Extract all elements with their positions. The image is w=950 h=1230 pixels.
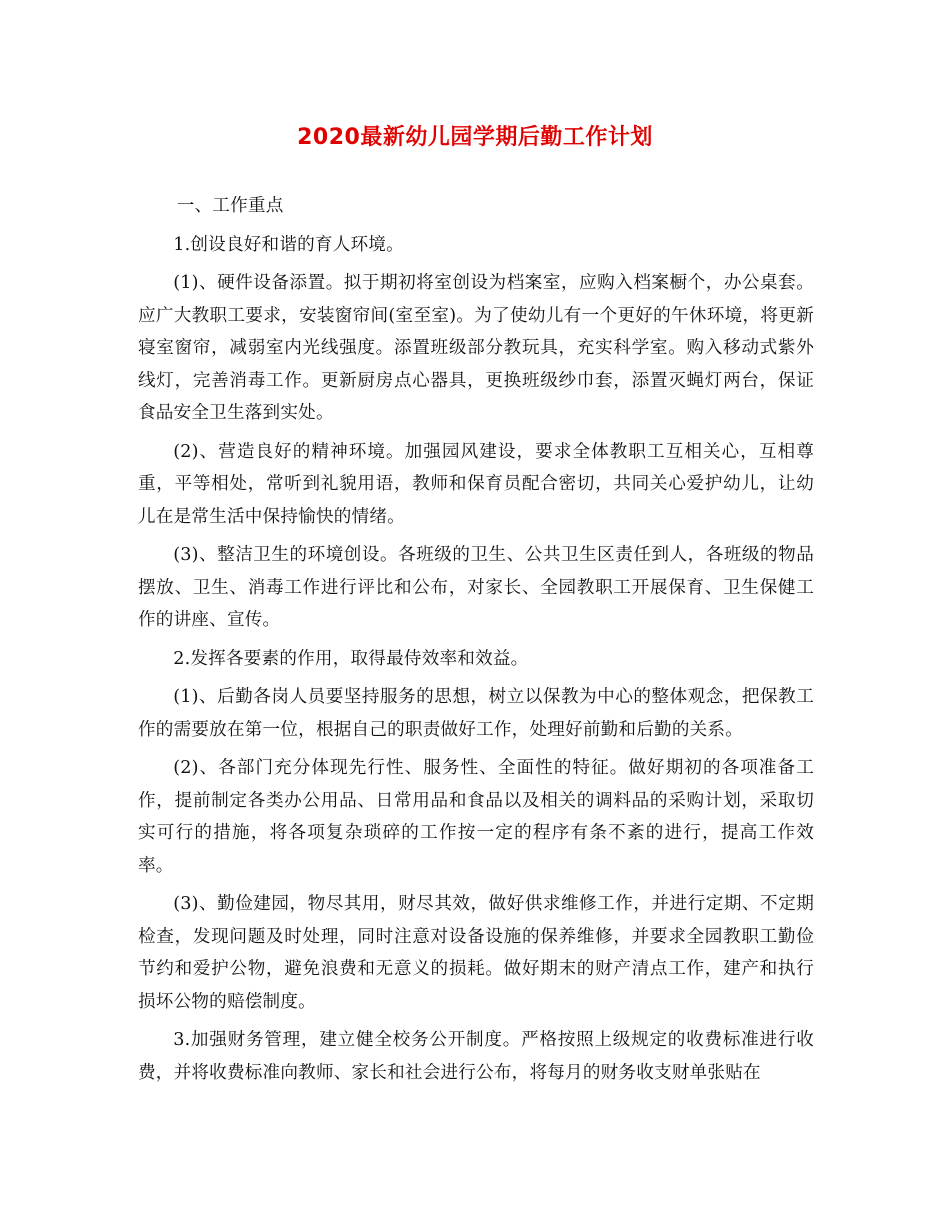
- subsection-heading: 2.发挥各要素的作用，取得最侍效率和效益。: [173, 648, 529, 669]
- paragraph: (2)、营造良好的精神环境。加强园风建设，要求全体教职工互相关心，互相尊重，平等相处，常听到礼貌用语，教师和保育员配合密切，共同关心爱护幼儿，让幼儿在是常生活中保持愉快的情绪。: [138, 441, 814, 527]
- document-title: 2020最新幼儿园学期后勤工作计划: [297, 125, 653, 150]
- paragraph: (3)、整洁卫生的环境创设。各班级的卫生、公共卫生区责任到人，各班级的物品摆放、卫生、消毒工作进行评比和公布，对家长、全园教职工开展保育、卫生保健工作的讲座、宣传。: [138, 545, 814, 630]
- subsection-heading: 1.创设良好和谐的育人环境。: [173, 234, 404, 255]
- paragraph: (3)、勤俭建园，物尽其用，财尽其效，做好供求维修工作，并进行定期、不定期检查，发现问题及时处理，同时注意对设备设施的保养维修，并要求全园教职工勤俭节约和爱护公物，避免浪费和无意义的损耗。做好期末的财产清点工作，建产和执行损坏公物的赔偿制度。: [138, 894, 814, 1012]
- paragraph: (1)、硬件设备添置。拟于期初将室创设为档案室，应购入档案橱个，办公桌套。应广大教职工要求，安装窗帘间(室至室)。为了使幼儿有一个更好的午休环境，将更新寝室窗帘，减弱室内光线强度。添置班级部分教玩具，充实科学室。购入移动式紫外线灯，完善消毒工作。更新厨房点心器具，更换班级纱巾套，添置灭蝇灯两台，保证食品安全卫生落到实处。: [138, 273, 814, 423]
- paragraph: (1)、后勤各岗人员要坚持服务的思想，树立以保教为中心的整体观念，把保教工作的需要放在第一位，根据自己的职责做好工作，处理好前勤和后勤的关系。: [138, 687, 814, 740]
- section-heading: 一、工作重点: [176, 196, 284, 216]
- paragraph: (2)、各部门充分体现先行性、服务性、全面性的特征。做好期初的各项准备工作，提前制定各类办公用品、日常用品和食品以及相关的调料品的采购计划，采取切实可行的措施，将各项复杂琐碎的工作按一定的程序有条不紊的进行，提高工作效率。: [138, 758, 814, 876]
- document-body: [138, 190, 814, 1089]
- paragraph: 3.加强财务管理，建立健全校务公开制度。严格按照上级规定的收费标准进行收费，并将收费标准向教师、家长和社会进行公布，将每月的财务收支财单张贴在: [138, 1030, 814, 1083]
